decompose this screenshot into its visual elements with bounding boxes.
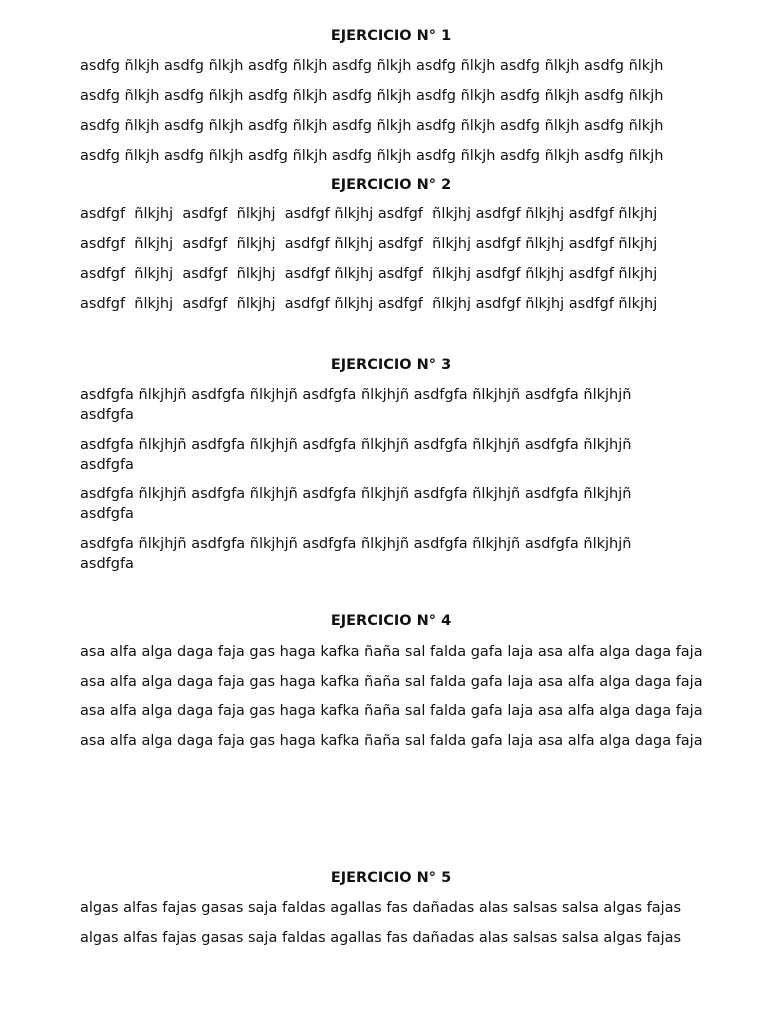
- exercise-5-line: algas alfas fajas gasas saja faldas agallas fas dañadas alas salsas salsa algas fajas: [80, 900, 682, 916]
- exercise-5-title: EJERCICIO N° 5: [330, 870, 452, 886]
- exercise-2-line: asdfgf ñlkjhj asdfgf ñlkjhj asdfgf ñlkjhj asdfgf ñlkjhj asdfgf ñlkjhj asdfgf ñlkjhj: [80, 266, 658, 282]
- exercise-1-line: asdfg ñlkjh asdfg ñlkjh asdfg ñlkjh asdfg ñlkjh asdfg ñlkjh asdfg ñlkjh asdfg ñlkjh: [80, 58, 664, 74]
- exercise-5-lines: [80, 898, 710, 958]
- exercise-4-line: asa alfa alga daga faja gas haga kafka ñaña sal falda gafa laja asa alfa alga daga faja: [80, 673, 703, 690]
- exercise-4-line: asa alfa alga daga faja gas haga kafka ñaña sal falda gafa laja asa alfa alga daga faja: [80, 703, 703, 720]
- exercise-2-lines: [80, 204, 710, 324]
- exercise-1-line: asdfg ñlkjh asdfg ñlkjh asdfg ñlkjh asdfg ñlkjh asdfg ñlkjh asdfg ñlkjh asdfg ñlkjh: [80, 88, 664, 104]
- exercise-2-line: asdfgf ñlkjhj asdfgf ñlkjhj asdfgf ñlkjhj asdfgf ñlkjhj asdfgf ñlkjhj asdfgf ñlkjhj: [80, 296, 658, 312]
- exercise-1-lines: [80, 56, 710, 176]
- exercise-1-title: EJERCICIO N° 1: [330, 28, 452, 44]
- exercise-3-line: asdfgfa ñlkjhjñ asdfgfa ñlkjhjñ asdfgfa ñlkjhjñ asdfgfa ñlkjhjñ asdfgfa ñlkjhjñ asdfgfa: [80, 436, 632, 473]
- exercise-3-lines: [80, 385, 680, 583]
- exercise-3-line: asdfgfa ñlkjhjñ asdfgfa ñlkjhjñ asdfgfa ñlkjhjñ asdfgfa ñlkjhjñ asdfgfa ñlkjhjñ asdfgfa: [80, 535, 632, 572]
- exercise-1-line: asdfg ñlkjh asdfg ñlkjh asdfg ñlkjh asdfg ñlkjh asdfg ñlkjh asdfg ñlkjh asdfg ñlkjh: [80, 148, 664, 164]
- exercise-4-lines: [80, 642, 705, 760]
- exercise-2-line: asdfgf ñlkjhj asdfgf ñlkjhj asdfgf ñlkjhj asdfgf ñlkjhj asdfgf ñlkjhj asdfgf ñlkjhj: [80, 236, 658, 252]
- exercise-3-line: asdfgfa ñlkjhjñ asdfgfa ñlkjhjñ asdfgfa ñlkjhjñ asdfgfa ñlkjhjñ asdfgfa ñlkjhjñ asdfgfa: [80, 387, 632, 423]
- exercise-1-line: asdfg ñlkjh asdfg ñlkjh asdfg ñlkjh asdfg ñlkjh asdfg ñlkjh asdfg ñlkjh asdfg ñlkjh: [80, 118, 664, 134]
- exercise-4-line: asa alfa alga daga faja gas haga kafka ñaña sal falda gafa laja asa alfa alga daga faja: [80, 644, 703, 660]
- exercise-2-line: asdfgf ñlkjhj asdfgf ñlkjhj asdfgf ñlkjhj asdfgf ñlkjhj asdfgf ñlkjhj asdfgf ñlkjhj: [80, 206, 658, 222]
- exercise-2-title: EJERCICIO N° 2: [330, 177, 452, 193]
- exercise-4-line: asa alfa alga daga faja gas haga kafka ñaña sal falda gafa laja asa alfa alga daga faja: [80, 732, 703, 749]
- exercise-3-title: EJERCICIO N° 3: [330, 357, 452, 373]
- exercise-3-line: asdfgfa ñlkjhjñ asdfgfa ñlkjhjñ asdfgfa ñlkjhjñ asdfgfa ñlkjhjñ asdfgfa ñlkjhjñ asdfgfa: [80, 486, 632, 523]
- exercise-5-line: algas alfas fajas gasas saja faldas agallas fas dañadas alas salsas salsa algas fajas: [80, 930, 682, 946]
- exercise-4-title: EJERCICIO N° 4: [330, 613, 452, 629]
